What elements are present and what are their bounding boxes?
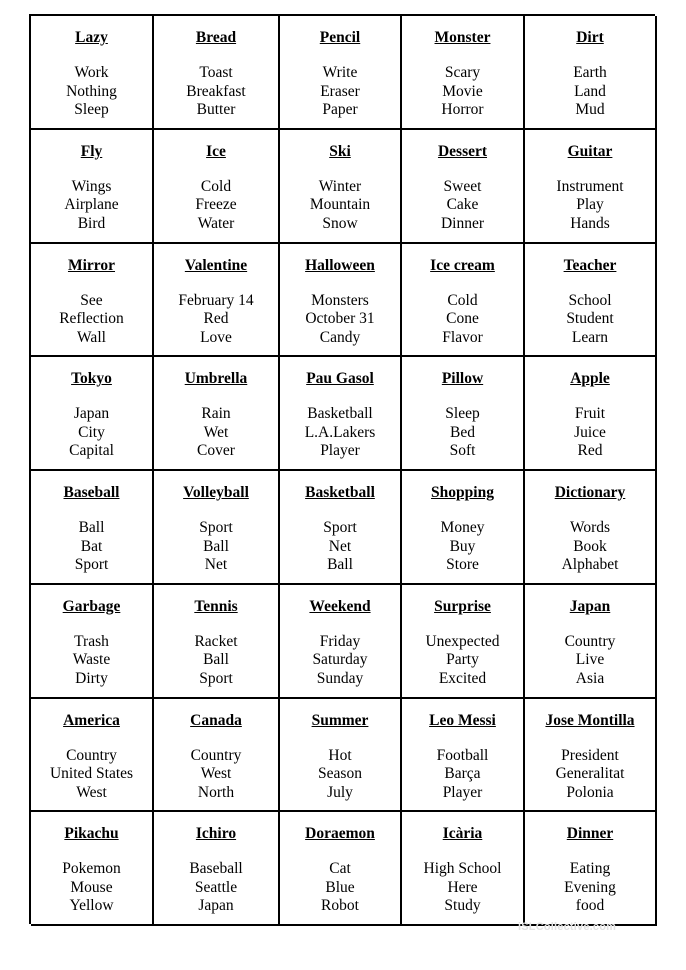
card-title: Dictionary: [554, 484, 626, 501]
card-title: Lazy: [75, 29, 108, 46]
card-word: Evening: [564, 878, 616, 896]
card-word: Cold: [200, 177, 232, 195]
card-word: Wall: [77, 328, 106, 346]
card-word: Wet: [203, 423, 229, 441]
card-word: Snow: [322, 214, 358, 232]
card-word: Sport: [199, 669, 233, 687]
card-word: Seattle: [194, 878, 238, 896]
card-word: Capital: [69, 442, 114, 460]
card-word: Country: [66, 746, 117, 764]
card-word: Movie: [442, 82, 483, 100]
card-title: Tennis: [194, 597, 238, 615]
taboo-card: [402, 812, 525, 926]
card-word: Play: [576, 196, 604, 214]
card-word: October 31: [305, 310, 375, 328]
card-word: Eraser: [320, 82, 360, 100]
taboo-card: [154, 471, 280, 585]
taboo-card: [402, 244, 525, 358]
card-word: Fruit: [574, 405, 606, 423]
card-word: Japan: [73, 405, 110, 423]
taboo-card: [154, 16, 280, 130]
card-word: Player: [320, 442, 360, 460]
taboo-card: [154, 699, 280, 813]
card-word-list: [402, 860, 523, 916]
card-word-list: [402, 633, 523, 689]
card-word-list: [525, 860, 655, 916]
card-word-list: [154, 747, 278, 803]
card-word: Book: [573, 537, 607, 555]
card-word: Reflection: [59, 310, 124, 328]
card-word: United States: [49, 765, 134, 783]
card-word: Soft: [449, 442, 476, 460]
taboo-card: [280, 699, 402, 813]
card-word: Words: [569, 519, 611, 536]
card-title: Summer: [311, 711, 369, 729]
card-word-list: [154, 633, 278, 689]
card-title: Volleyball: [183, 484, 249, 501]
taboo-card: [525, 699, 657, 813]
taboo-card: [402, 699, 525, 813]
card-title: Pencil: [319, 29, 361, 46]
card-word: Nothing: [66, 82, 117, 100]
card-word: Cold: [447, 291, 478, 309]
card-word-list: [280, 860, 400, 916]
card-word: Live: [575, 651, 605, 669]
card-word: Toast: [199, 64, 233, 81]
taboo-card: [525, 16, 657, 130]
watermark: iSLCollective.com: [518, 921, 617, 933]
card-word: Horror: [441, 101, 484, 119]
card-word: Ball: [327, 556, 353, 574]
card-word: Red: [577, 442, 603, 460]
card-word: Butter: [196, 101, 236, 119]
card-word: Racket: [194, 632, 238, 650]
card-word: Earth: [573, 64, 607, 81]
card-word: Water: [197, 214, 235, 232]
card-title: Ski: [329, 142, 351, 160]
card-word-list: [525, 633, 655, 689]
card-title: Pikachu: [64, 825, 119, 843]
card-title: Bread: [195, 29, 237, 46]
card-word: Work: [74, 64, 109, 81]
taboo-card: [31, 699, 154, 813]
taboo-card: [280, 244, 402, 358]
card-word-list: [402, 405, 523, 461]
card-word: Scary: [444, 64, 481, 81]
card-word: Paper: [322, 101, 358, 119]
card-word: High School: [423, 860, 502, 878]
taboo-card: [31, 812, 154, 926]
taboo-card: [154, 130, 280, 244]
card-title: Dinner: [566, 825, 614, 843]
card-word: Sunday: [316, 669, 364, 687]
card-word: Barça: [444, 765, 481, 783]
card-word: Store: [446, 556, 479, 574]
card-word: Red: [203, 310, 229, 328]
card-word: Student: [566, 310, 614, 328]
card-title: Garbage: [62, 597, 121, 615]
card-word-list: [154, 178, 278, 234]
taboo-card: [525, 357, 657, 471]
card-word: Love: [200, 328, 232, 346]
card-word: Eating: [569, 860, 611, 878]
card-word: Cake: [446, 196, 479, 214]
card-word-list: [525, 64, 655, 120]
card-word-list: [31, 860, 152, 916]
card-title: Apple: [570, 370, 610, 388]
card-title: Pillow: [441, 370, 484, 388]
card-word: Asia: [575, 669, 605, 687]
card-word: Wings: [71, 177, 112, 195]
card-word: Buy: [449, 537, 476, 555]
card-word: Freeze: [195, 196, 237, 214]
card-word: Country: [564, 632, 616, 650]
card-title: Baseball: [63, 484, 120, 501]
card-word-list: [31, 633, 152, 689]
card-word: Bed: [450, 423, 475, 441]
card-word: Here: [447, 878, 478, 896]
card-word: Generalitat: [555, 765, 625, 783]
taboo-card: [31, 130, 154, 244]
card-word: Net: [204, 556, 228, 574]
card-word: School: [568, 291, 612, 309]
taboo-card: [280, 585, 402, 699]
taboo-card: [525, 585, 657, 699]
card-word: North: [197, 783, 235, 801]
taboo-card: [31, 357, 154, 471]
card-word: Ball: [203, 651, 229, 669]
card-word-list: [525, 519, 655, 575]
card-word: Mountain: [309, 196, 371, 214]
taboo-card: [154, 812, 280, 926]
taboo-card: [280, 812, 402, 926]
card-title: Japan: [569, 597, 611, 615]
card-word: Sleep: [74, 101, 109, 119]
card-word: Sport: [74, 556, 109, 574]
card-word: Instrument: [556, 177, 624, 195]
taboo-card: [154, 244, 280, 358]
card-word: Trash: [74, 632, 109, 650]
card-word-list: [31, 64, 152, 120]
card-word: Party: [446, 651, 479, 669]
card-word: Polonia: [566, 783, 614, 801]
card-word: Robot: [321, 897, 359, 915]
card-word-list: [280, 64, 400, 120]
card-title: Dirt: [576, 29, 604, 46]
card-word-list: [525, 405, 655, 461]
card-title: Ichiro: [195, 825, 237, 843]
taboo-card: [525, 130, 657, 244]
card-word: Season: [318, 765, 362, 783]
card-title: Jose Montilla: [545, 711, 635, 729]
card-word: Player: [442, 783, 483, 801]
card-title: Halloween: [305, 256, 375, 274]
card-word: Winter: [318, 177, 362, 195]
card-word-list: [154, 860, 278, 916]
card-title: Guitar: [567, 142, 613, 160]
card-word-list: [154, 519, 278, 575]
card-word: February 14: [178, 291, 254, 309]
card-word: Airplane: [64, 196, 119, 214]
card-word: City: [78, 423, 105, 441]
card-word-list: [31, 747, 152, 803]
card-word: L.A.Lakers: [304, 423, 376, 441]
card-word: Mouse: [70, 878, 113, 896]
card-word-list: [402, 519, 523, 575]
card-title: Tokyo: [71, 370, 112, 388]
card-word: Ball: [78, 519, 105, 536]
card-word: Write: [322, 64, 358, 81]
card-word-list: [31, 178, 152, 234]
card-word-list: [31, 519, 152, 575]
card-title: Canada: [190, 711, 242, 729]
card-word: Cat: [329, 860, 351, 878]
card-word: Alphabet: [561, 556, 619, 574]
taboo-card: [31, 16, 154, 130]
card-title: Fly: [80, 142, 103, 160]
card-title: America: [63, 711, 120, 729]
card-word-list: [280, 178, 400, 234]
taboo-card: [154, 357, 280, 471]
card-word-list: [280, 633, 400, 689]
card-word: Friday: [319, 632, 361, 650]
taboo-card: [525, 471, 657, 585]
card-word-list: [280, 292, 400, 348]
card-word-list: [280, 747, 400, 803]
card-word: Japan: [198, 897, 234, 915]
card-word: Yellow: [69, 897, 114, 915]
taboo-card: [31, 585, 154, 699]
card-word: Flavor: [442, 328, 483, 346]
card-word: Mud: [575, 101, 605, 119]
card-word: Blue: [325, 878, 355, 896]
card-title: Teacher: [563, 256, 617, 274]
card-title: Valentine: [184, 256, 248, 274]
card-title: Shopping: [431, 484, 494, 501]
card-word: July: [327, 783, 353, 801]
card-word-list: [31, 405, 152, 461]
card-word: Pokemon: [62, 860, 121, 878]
card-word-list: [280, 519, 400, 575]
card-word: Sweet: [443, 177, 482, 195]
taboo-card: [402, 585, 525, 699]
card-word: Ball: [203, 537, 229, 555]
card-title: Surprise: [434, 597, 491, 615]
card-title: Mirror: [67, 256, 116, 274]
card-word-list: [525, 292, 655, 348]
card-title: Doraemon: [305, 825, 375, 843]
card-word: food: [575, 897, 605, 915]
taboo-card: [525, 812, 657, 926]
card-word: Hands: [570, 214, 610, 232]
card-word: President: [561, 746, 619, 764]
card-title: Leo Messi: [429, 711, 496, 729]
card-word: Rain: [201, 405, 231, 423]
card-word-list: [402, 64, 523, 120]
card-word: Dinner: [440, 214, 485, 232]
card-title: Weekend: [309, 597, 371, 615]
card-word: Unexpected: [425, 632, 500, 650]
card-word: Saturday: [312, 651, 368, 669]
card-word: Baseball: [189, 860, 243, 878]
card-word-list: [31, 292, 152, 348]
card-word: Country: [190, 746, 242, 764]
card-title: Umbrella: [184, 370, 248, 388]
taboo-card: [280, 471, 402, 585]
card-word: Monsters: [311, 291, 369, 309]
card-word-list: [402, 178, 523, 234]
card-word-list: [154, 64, 278, 120]
card-word: Land: [574, 82, 606, 100]
card-word: See: [80, 291, 103, 309]
card-title: Ice: [206, 142, 226, 160]
taboo-card: [402, 16, 525, 130]
card-word: Juice: [574, 423, 606, 441]
card-word-list: [154, 292, 278, 348]
taboo-card: [154, 585, 280, 699]
card-word: Basketball: [307, 405, 373, 423]
card-word-list: [154, 405, 278, 461]
card-word: Waste: [72, 651, 111, 669]
card-title: Pau Gasol: [306, 370, 374, 388]
taboo-card: [402, 130, 525, 244]
card-word-list: [280, 405, 400, 461]
card-title: Monster: [434, 29, 491, 46]
taboo-card: [31, 471, 154, 585]
card-word: Sleep: [445, 405, 480, 423]
card-word: Cover: [197, 442, 235, 460]
card-title: Icària: [442, 825, 483, 843]
card-word: Breakfast: [186, 82, 246, 100]
card-title: Dessert: [437, 142, 488, 160]
card-word-list: [402, 747, 523, 803]
card-word: Sport: [323, 519, 357, 536]
card-word: Study: [444, 897, 481, 915]
card-word: Bat: [80, 537, 103, 555]
card-word: Cone: [446, 310, 479, 328]
taboo-card-grid: [29, 14, 655, 924]
card-word: West: [76, 783, 107, 801]
card-word: Football: [436, 746, 489, 764]
card-word: Excited: [438, 669, 487, 687]
taboo-card: [31, 244, 154, 358]
card-word-list: [525, 178, 655, 234]
taboo-card: [280, 357, 402, 471]
card-word: Dirty: [75, 669, 108, 687]
card-title: Ice cream: [430, 256, 495, 274]
taboo-card: [280, 130, 402, 244]
card-word: Hot: [328, 746, 352, 764]
card-word: Money: [440, 519, 485, 536]
card-word-list: [525, 747, 655, 803]
card-word-list: [402, 292, 523, 348]
taboo-card: [280, 16, 402, 130]
taboo-card: [525, 244, 657, 358]
card-title: Basketball: [305, 484, 375, 501]
card-word: Learn: [571, 328, 609, 346]
card-word: Sport: [199, 519, 233, 536]
taboo-card: [402, 357, 525, 471]
card-word: Candy: [319, 328, 361, 346]
taboo-card: [402, 471, 525, 585]
card-word: Net: [328, 537, 352, 555]
card-word: Bird: [77, 214, 106, 232]
card-word: West: [200, 765, 232, 783]
